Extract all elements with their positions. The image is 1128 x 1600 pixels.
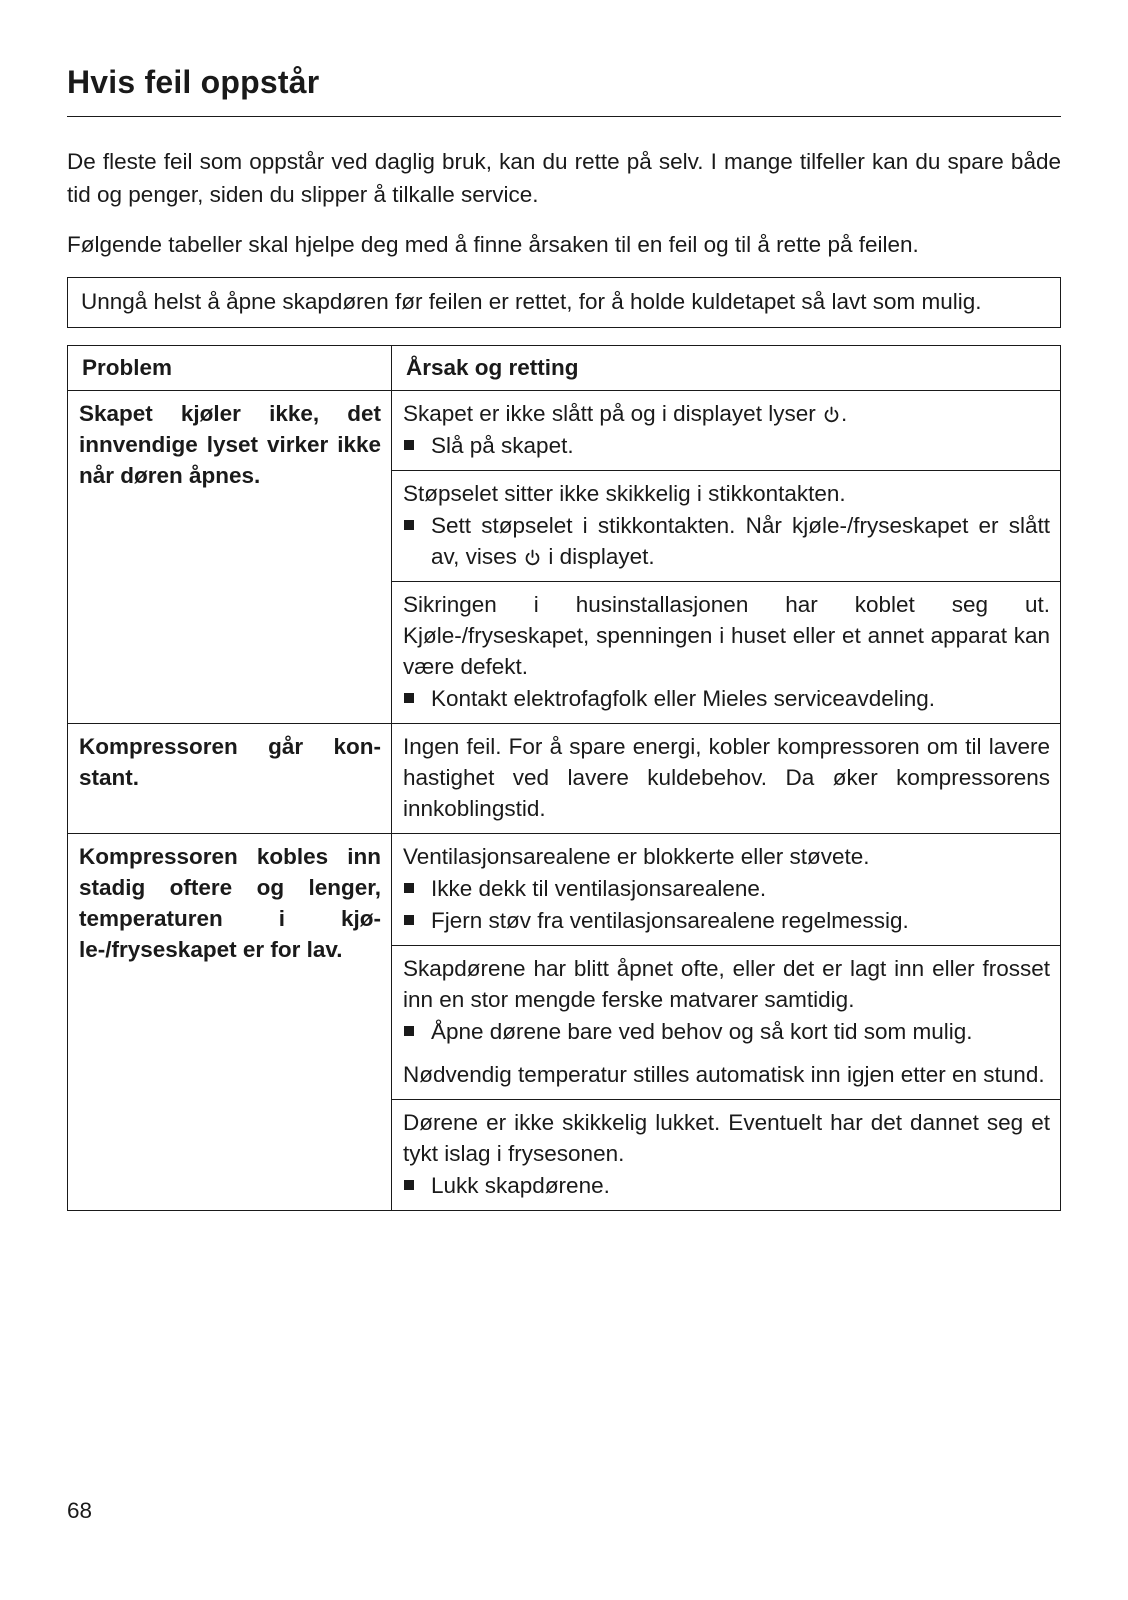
square-bullet-icon — [404, 1026, 414, 1036]
table-header-problem: Problem — [68, 346, 392, 391]
cause-text: Skapdørene har blitt åpnet ofte, eller det er lagt inn eller frosset inn en stor mengde ferske matvarer samtidig. — [403, 956, 1050, 1012]
bullet-item — [403, 683, 1050, 714]
square-bullet-icon — [404, 883, 414, 893]
cause-cell — [392, 724, 1061, 834]
bullet-item — [403, 430, 1050, 461]
power-icon — [822, 401, 841, 426]
square-bullet-icon — [404, 520, 414, 530]
table-header-row — [68, 346, 1061, 391]
bullet-text-part: i displayet. — [542, 544, 655, 569]
bullet-text: Åpne dørene bare ved behov og så kort tid som mulig. — [431, 1019, 973, 1044]
cause-text-part: Skapet er ikke slått på og i displayet lyser — [403, 401, 822, 426]
problem-cell-cooling: Skapet kjøler ikke, det innvendige lyset virker ikke når døren åpnes. — [68, 391, 392, 724]
bullet-text: Fjern støv fra ventilasjonsarealene regelmessig. — [431, 908, 909, 933]
square-bullet-icon — [404, 1180, 414, 1190]
table-row — [68, 391, 1061, 471]
intro-paragraph-2: Følgende tabeller skal hjelpe deg med å finne årsaken til en feil og til å rette på feilen. — [67, 232, 919, 257]
bullet-item — [403, 1016, 1050, 1047]
problem-cell-compressor-constant: Kompressoren går konstant. — [68, 724, 392, 834]
cause-text: Støpselet sitter ikke skikkelig i stikkontakten. — [403, 481, 846, 506]
cause-cell — [392, 946, 1061, 1100]
problem-cell-compressor-frequent: Kompressoren kobles inn stadig oftere og lenger, temperaturen i kjøle-/fryseskapet er for lav. — [68, 834, 392, 1211]
bullet-text: Ikke dekk til ventilasjonsarealene. — [431, 876, 767, 901]
bullet-item — [403, 905, 1050, 936]
bullet-text — [431, 510, 1050, 572]
note-box — [67, 277, 1061, 328]
table-header-cause: Årsak og retting — [392, 346, 1061, 391]
table-row — [68, 834, 1061, 946]
cause-cell — [392, 391, 1061, 471]
cause-cell — [392, 834, 1061, 946]
cause-text-part: . — [840, 401, 848, 426]
power-icon — [523, 544, 542, 569]
bullet-text: Slå på skapet. — [431, 433, 574, 458]
square-bullet-icon — [404, 915, 414, 925]
intro-paragraph-1: De fleste feil som oppstår ved daglig bruk, kan du rette på selv. I mange tilfeller kan du spare både tid og penger, siden du slipper å tilkalle service. — [67, 149, 1061, 207]
bullet-item — [403, 873, 1050, 904]
square-bullet-icon — [404, 440, 414, 450]
square-bullet-icon — [404, 693, 414, 703]
bullet-item — [403, 1170, 1050, 1201]
bullet-text: Lukk skapdørene. — [431, 1173, 610, 1198]
cause-text — [403, 398, 1050, 429]
cause-cell — [392, 1100, 1061, 1211]
page-title: Hvis feil oppstår — [67, 64, 320, 100]
table-row — [68, 724, 1061, 834]
title-rule — [67, 116, 1061, 117]
cause-cell — [392, 471, 1061, 582]
bullet-item — [403, 510, 1050, 572]
page-number: 68 — [67, 1498, 93, 1523]
cause-text: Dørene er ikke skikkelig lukket. Eventuelt har det dannet seg et tykt islag i frysesonen. — [403, 1110, 1050, 1166]
cause-text: Ingen feil. For å spare energi, kobler kompressoren om til lavere hastighet ved lavere kuldebehov. Da øker kompressorens innkoblingstid. — [403, 734, 1050, 821]
cause-text: Sikringen i husinstallasjonen har koblet seg ut. Kjøle-/fryseskapet, spenningen i huset eller et annet apparat kan være defekt. — [403, 592, 1050, 679]
bullet-text: Kontakt elektrofagfolk eller Mieles serviceavdeling. — [431, 686, 935, 711]
note-text: Unngå helst å åpne skapdøren før feilen er rettet, for å holde kuldetapet så lavt som mulig. — [81, 289, 982, 314]
cause-text: Ventilasjonsarealene er blokkerte eller støvete. — [403, 844, 870, 869]
cause-followup-text: Nødvendig temperatur stilles automatisk inn igjen etter en stund. — [403, 1062, 1045, 1087]
bullet-text-part: Sett støpselet i stikkontakten. Når kjøle-/fryseskapet er slått av, vises — [431, 513, 1050, 569]
cause-cell — [392, 582, 1061, 724]
troubleshooting-table — [67, 345, 1061, 1211]
